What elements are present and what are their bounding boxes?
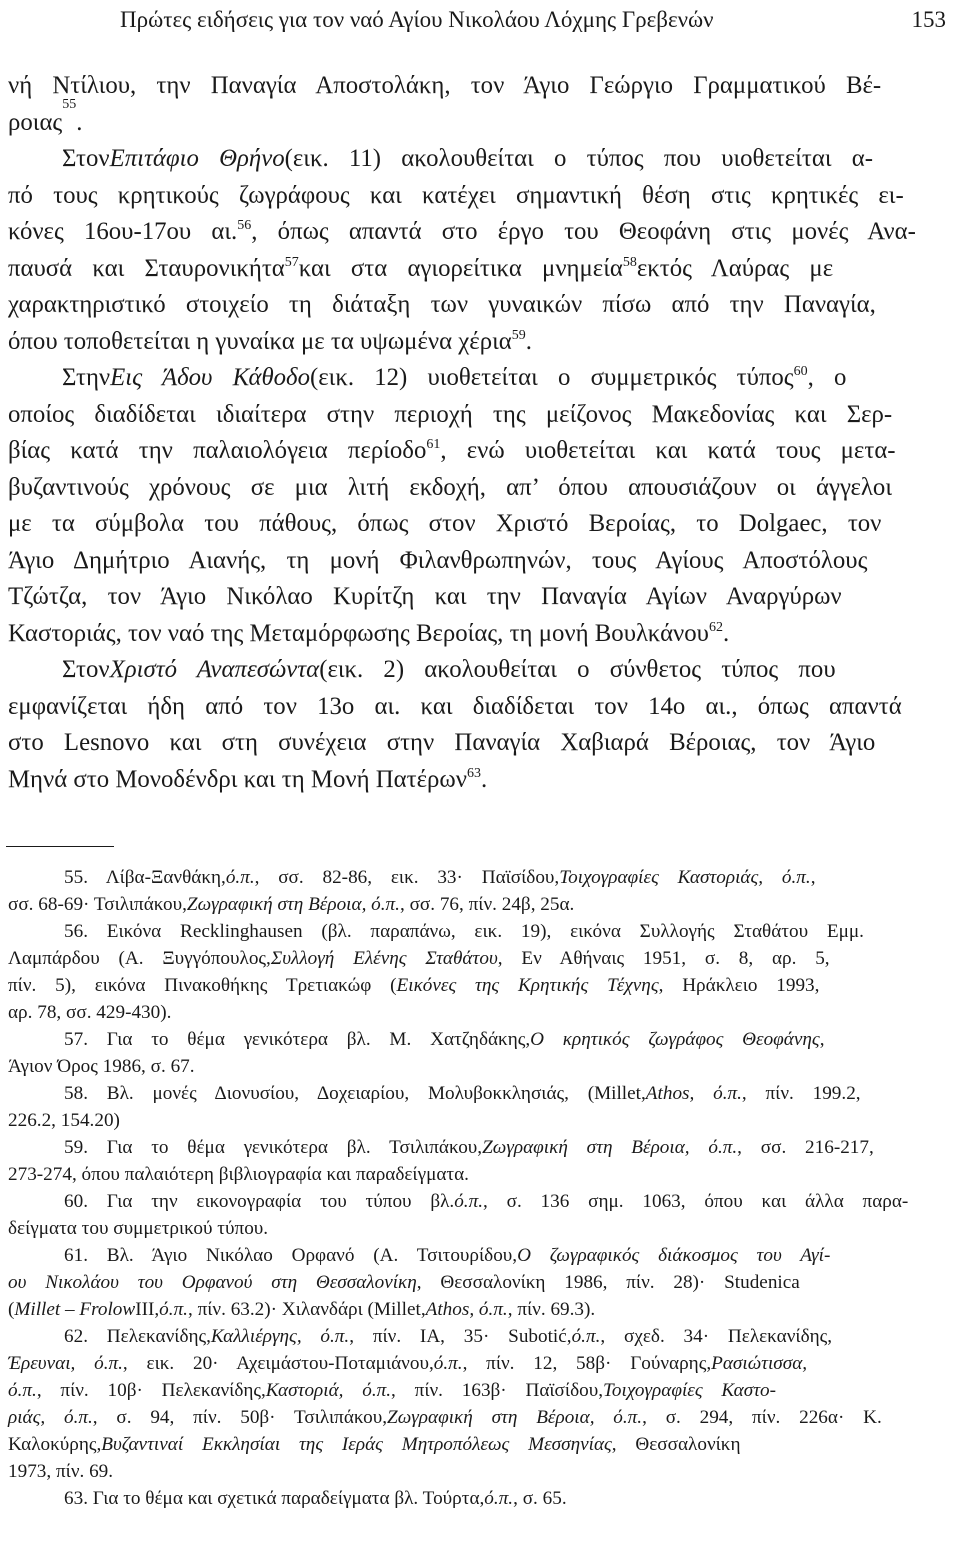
footnote-line xyxy=(8,1485,952,1512)
artwork-title: Επιτάφιο Θρήνο xyxy=(109,145,285,172)
footnote-line xyxy=(8,1296,952,1323)
footnote-line xyxy=(8,1107,952,1134)
text-run: 59. Για το θέμα γενικότερα βλ. Τσιλιπάκου,Ζωγραφική στη Βέροια, ό.π., σσ. 216-217, xyxy=(64,1137,874,1158)
footnote-line xyxy=(8,972,952,999)
footnote-line xyxy=(8,1026,952,1053)
text-run: πό τους κρητικούς ζωγράφους και κατέχει σημαντική θέση στις κρητικές ει- xyxy=(8,181,904,209)
text-run: Μηνά στο Μονοδένδρι και τη Μονή Πατέρων$^{63}$. xyxy=(8,765,488,793)
text-run: ΣτονΕπιτάφιο Θρήνο(εικ. 11) ακολουθείται ο τύπος που υιοθετείται α- xyxy=(62,145,873,172)
running-header xyxy=(120,4,946,36)
text-run: 61. Βλ. Άγιο Νικόλαο Ορφανό (Α. Τσιτουρίδου,Ο ζωγραφικός διάκοσμος του Αγί- xyxy=(64,1245,831,1266)
text-line xyxy=(8,433,952,470)
text-run: πίν. 5), εικόνα Πινακοθήκης Τρετιακώφ (Εικόνες της Κρητικής Τέχνης, Ηράκλειο 1993, xyxy=(8,975,820,996)
text-line xyxy=(8,470,952,507)
text-run: ό.π., πίν. 10β· Πελεκανίδης,Καστοριά, ό.π., πίν. 163β· Παϊσίδου,Τοιχογραφίες Καστο- xyxy=(8,1380,777,1401)
text-run: ου Νικολάου του Ορφανού στη Θεσσαλονίκη, Θεσσαλονίκη 1986, πίν. 28)· Studenica xyxy=(8,1272,800,1293)
text-run: χαρακτηριστικό στοιχείο τη διάταξη των γυναικών πίσω από την Παναγία, xyxy=(8,291,876,318)
text-run: 58. Βλ. μονές Διονυσίου, Δοχειαρίου, Μολυβοκκλησιάς, (Millet,Athos, ό.π., πίν. 199.2, xyxy=(64,1083,861,1104)
body-text xyxy=(8,68,952,798)
text-line xyxy=(8,725,952,762)
artwork-title: Χριστό Αναπεσώντα xyxy=(109,656,320,683)
footnote-marker: 62 xyxy=(708,619,723,635)
text-run: βίας κατά την παλαιολόγεια περίοδο$^{61}$, ενώ υιοθετείται και κατά τους μετα- xyxy=(8,437,896,464)
page-number: 153 xyxy=(911,7,946,32)
text-run: στο Lesnovo και στη συνέχεια στην Παναγία Χαβιαρά Βέροιας, τον Άγιο xyxy=(8,729,876,756)
text-line xyxy=(8,96,952,142)
footnote-line xyxy=(8,891,952,918)
text-line xyxy=(8,214,952,251)
artwork-title: Εις Άδου Κάθοδο xyxy=(110,364,310,391)
text-run: με τα σύμβολα του πάθους, όπως στον Χριστό Βεροίας, το Dolgaec, τον xyxy=(8,510,882,537)
footnote-line xyxy=(8,918,952,945)
running-title: Πρώτες ειδήσεις για τον ναό Αγίου Νικολάου Λόχμης Γρεβενών xyxy=(120,7,714,32)
footnote-line xyxy=(8,1404,952,1431)
text-run: 55. Λίβα-Ξανθάκη,ό.π., σσ. 82-86, εικ. 33· Παϊσίδου,Τοιχογραφίες Καστοριάς, ό.π., xyxy=(64,867,816,888)
text-run: (Millet – FrolowIII,ό.π., πίν. 63.2)· Χιλανδάρι (Millet,Athos, ό.π., πίν. 69.3). xyxy=(8,1299,596,1320)
text-run: Άγιον Όρος 1986, σ. 67. xyxy=(8,1056,195,1077)
text-run: όπου τοποθετείται η γυναίκα με τα υψωμένα χέρια$^{59}$. xyxy=(8,327,532,355)
text-line xyxy=(8,360,952,397)
footnote-marker: 61 xyxy=(426,437,441,452)
text-line xyxy=(8,616,952,653)
text-run: 56. Εικόνα Recklinghausen (βλ. παραπάνω, εικ. 19), εικόνα Συλλογής Σταθάτου Εμμ. xyxy=(64,921,864,942)
footnotes xyxy=(8,864,952,1512)
footnote-line xyxy=(8,864,952,891)
footnote-marker: 55 xyxy=(62,96,77,112)
footnote-line xyxy=(8,1161,952,1188)
text-run: αρ. 78, σσ. 429-430). xyxy=(8,1002,172,1023)
footnote-marker: 60 xyxy=(793,364,808,379)
text-run: οποίος διαδίδεται ιδιαίτερα στην περιοχή της μείζονος Μακεδονίας και Σερ- xyxy=(8,400,893,428)
text-run: ροιας xyxy=(8,108,63,136)
text-line xyxy=(8,141,952,178)
text-run: Άγιο Δημήτριο Αιανής, τη μονή Φιλανθρωπηνών, τους Αγίους Αποστόλους xyxy=(8,546,868,574)
text-run: Καλοκύρης,Βυζαντιναί Εκκλησίαι της Ιεράς Μητροπόλεως Μεσσηνίας, Θεσσαλονίκη xyxy=(8,1434,741,1455)
footnote-line xyxy=(8,1215,952,1242)
footnote-marker: 56 xyxy=(237,218,252,233)
footnote-line xyxy=(8,1377,952,1404)
text-line xyxy=(8,251,952,288)
text-run: 57. Για το θέμα γενικότερα βλ. Μ. Χατζηδάκης,Ο κρητικός ζωγράφος Θεοφάνης, xyxy=(64,1029,825,1050)
text-line xyxy=(8,397,952,434)
text-run: Έρευναι, ό.π., εικ. 20· Αχειμάστου-Ποταμιάνου,ό.π., πίν. 12, 58β· Γούναρης,Ρασιώτισσα, xyxy=(8,1353,808,1374)
text-run: 60. Για την εικονογραφία του τύπου βλ.ό.π., σ. 136 σημ. 1063, όπου και άλλα παρα- xyxy=(64,1191,909,1212)
text-run: παυσά και Σταυρονικήτα$^{57}$και στα αγιορείτικα μνημεία$^{58}$εκτός Λαύρας με xyxy=(8,254,834,282)
footnote-line xyxy=(8,1080,952,1107)
text-run: Τζώτζα, τον Άγιο Νικόλαο Κυρίτζη και την Παναγία Αγίων Αναργύρων xyxy=(8,583,842,610)
text-line xyxy=(8,506,952,543)
text-line xyxy=(8,689,952,726)
footnote-line xyxy=(8,1134,952,1161)
text-run: ΣτηνΕις Άδου Κάθοδο(εικ. 12) υιοθετείται ο συμμετρικός τύπος$^{60}$, ο xyxy=(62,364,847,391)
footnote-marker: 58 xyxy=(622,254,637,270)
footnote-line xyxy=(8,1431,952,1458)
text-line xyxy=(8,652,952,689)
text-line xyxy=(8,762,952,799)
footnote-line xyxy=(8,1242,952,1269)
footnote-line xyxy=(8,1323,952,1350)
text-run: 226.2, 154.20) xyxy=(8,1110,120,1131)
footnote-marker: 59 xyxy=(511,327,526,343)
footnote-separator xyxy=(6,846,114,847)
text-run: 63. Για το θέμα και σχετικά παραδείγματα βλ. Τούρτα,ό.π., σ. 65. xyxy=(64,1488,567,1509)
text-run: εμφανίζεται ήδη από τον 13ο αι. και διαδίδεται τον 14ο αι., όπως απαντά xyxy=(8,692,902,720)
footnote-line xyxy=(8,945,952,972)
footnote-line xyxy=(8,1053,952,1080)
footnote-line xyxy=(8,1350,952,1377)
text-run: βυζαντινούς χρόνους σε μια λιτή εκδοχή, απ’ όπου απουσιάζουν οι άγγελοι xyxy=(8,473,893,501)
footnote-marker: 63 xyxy=(466,765,481,781)
text-run: 62. Πελεκανίδης,Καλλιέργης, ό.π., πίν. ΙΑ, 35· Subotić,ό.π., σχεδ. 34· Πελεκανίδης, xyxy=(64,1326,833,1347)
text-run: ΣτονΧριστό Αναπεσώντα(εικ. 2) ακολουθείται ο σύνθετος τύπος που xyxy=(62,656,836,683)
text-line xyxy=(8,287,952,324)
text-run: 273-274, όπου παλαιότερη βιβλιογραφία και παραδείγματα. xyxy=(8,1164,469,1185)
text-line xyxy=(8,68,952,105)
text-line xyxy=(8,579,952,616)
footnote-line xyxy=(8,1269,952,1296)
text-run: δείγματα του συμμετρικού τύπου. xyxy=(8,1218,269,1239)
text-run: νή Ντίλιου, την Παναγία Αποστολάκη, τον Άγιο Γεώργιο Γραμματικού Βέ- xyxy=(8,72,882,99)
text-run: Καστοριάς, τον ναό της Μεταμόρφωσης Βεροίας, τη μονή Βουλκάνου$^{62}$. xyxy=(8,619,730,647)
footnote-line xyxy=(8,1188,952,1215)
text-run: 1973, πίν. 69. xyxy=(8,1461,114,1482)
footnote-line xyxy=(8,999,952,1026)
text-run: κόνες 16ου-17ου αι.$^{56}$, όπως απαντά στο έργο του Θεοφάνη στις μονές Ανα- xyxy=(8,218,916,245)
text-run: σσ. 68-69· Τσιλιπάκου,Ζωγραφική στη Βέροια, ό.π., σσ. 76, πίν. 24β, 25α. xyxy=(8,894,575,915)
text-run: Λαμπάρδου (Α. Ξυγγόπουλος,Συλλογή Ελένης Σταθάτου, Εν Αθήναις 1951, σ. 8, αρ. 5, xyxy=(8,948,830,969)
text-line xyxy=(8,178,952,215)
footnote-marker: 57 xyxy=(284,254,299,270)
text-run: ριάς, ό.π., σ. 94, πίν. 50β· Τσιλιπάκου,Ζωγραφική στη Βέροια, ό.π., σ. 294, πίν. 226α· Κ. xyxy=(8,1407,882,1428)
text-line xyxy=(8,324,952,361)
footnote-line xyxy=(8,1458,952,1485)
text-line xyxy=(8,543,952,580)
text-run: . xyxy=(76,108,83,136)
